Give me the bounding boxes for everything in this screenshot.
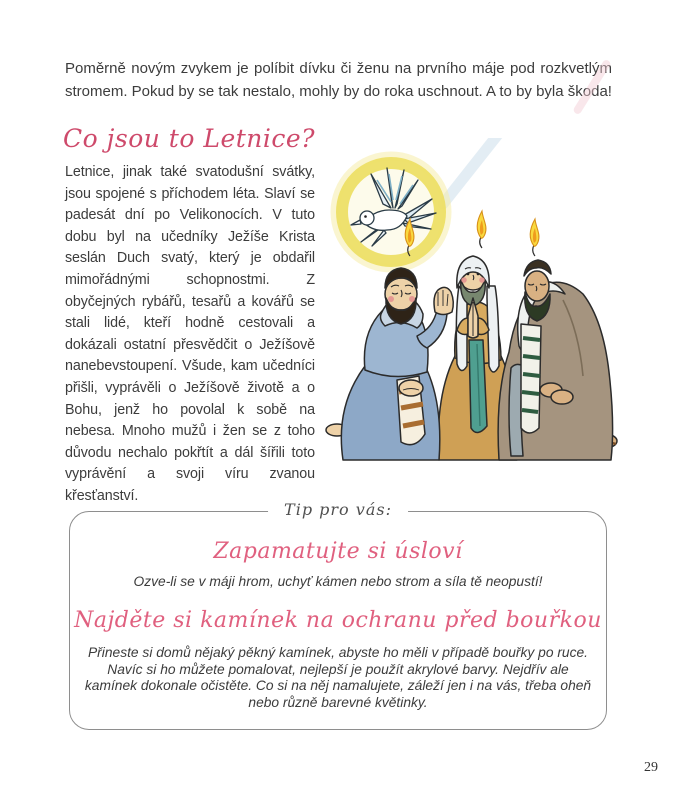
pentecost-illustration (325, 138, 625, 473)
praying-figure-right (498, 260, 617, 460)
tip-text-saying: Ozve-li se v máji hrom, uchyť kámen nebo strom a síla tě neopustí! (133, 574, 543, 589)
flame-icon (477, 211, 486, 248)
flame-icon (530, 219, 539, 256)
tip-text-stone: Přineste si domů nějaký pěkný kamínek, abyste ho měli v případě bouřky po ruce. Navíc si ho můžete pomalovat, nejlepší je použít akrylové barvy. Nejdřív ale kamínek dokonale očistěte. Co si na něj namalujete, záleží jen i na vás, třeba oheň nebo různě barevné květinky. (84, 645, 592, 710)
tip-heading-stone: Najděte si kamínek na ochranu před bouřkou (74, 608, 602, 633)
section-body: Letnice, jinak také svatodušní svátky, jsou spojené s příchodem léta. Slaví se padesát dní po Velikonocích. V tuto dobu byl na učedníky Ježíše Krista seslán Duch svatý, který je obdařil mimořádnými schopnostmi. Z obyčejných rybářů, tesařů a kovářů se stali lidé, kteří hodně cestovali a dokázali ostatní přesvědčit o Ježíšově nanebevstoupení. Všude, kam učedníci přišli, vyprávěli o Ježíšově životě a o Bohu, jenž ho povolal k sobě na nebesa. Mnoho mužů i žen se z toho důvodu nechalo pokřtít a dál šířili toto vyprávění a svoji víru zvanou křesťanství. (65, 164, 315, 504)
praying-figure-left (326, 268, 453, 460)
page-number: 29 (644, 760, 658, 775)
tip-heading-saying: Zapamatujte si úsloví (213, 539, 463, 564)
intro-paragraph: Poměrně novým zvykem je políbit dívku či ženu na prvního máje pod rozkvetlým stromem. Pokud by se tak nestalo, mohly by do roka uschnout. A to by byla škoda! (65, 60, 612, 100)
light-trail (443, 138, 511, 204)
tip-box (69, 500, 607, 730)
tip-box-label: Tip pro vás: (268, 500, 408, 519)
section-heading: Co jsou to Letnice? (63, 124, 316, 153)
